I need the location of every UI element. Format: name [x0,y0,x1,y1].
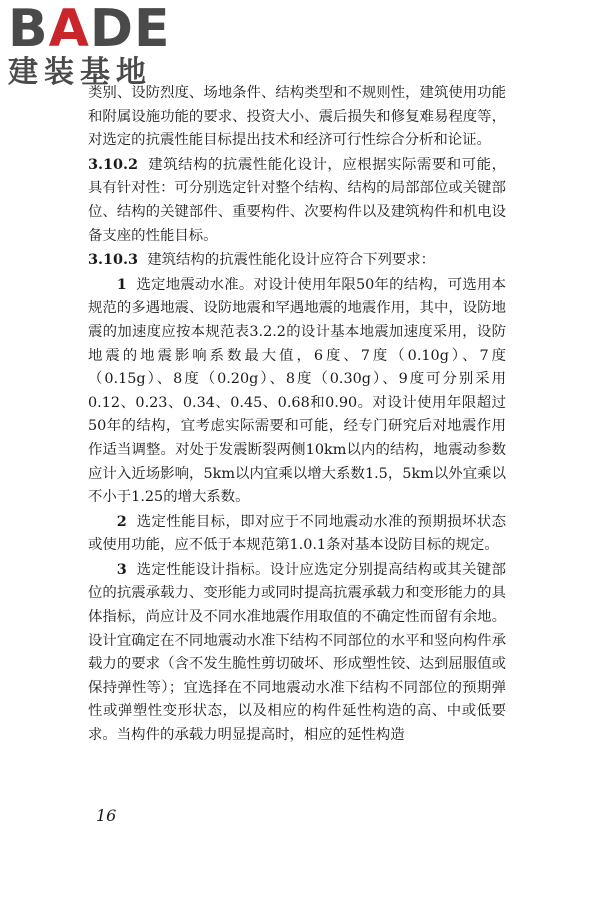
page-number: 16 [96,806,117,825]
logo-chinese-name: 建装基地 [8,55,152,90]
clause-3-10-3 [88,248,506,273]
list-item-3 [88,558,506,748]
clause-text: 建筑结构的抗震性能化设计应符合下列要求： [147,252,436,269]
logo-accent-letter: A [48,0,90,59]
clause-number: 3.10.2 [88,155,139,173]
item-text: 选定性能设计指标。设计应选定分别提高结构或其关键部位的抗震承载力、变形能力或同时提高抗震承载力和变形能力的具体指标，尚应计及不同水准地震作用取值的不确定性而留有余地。设计宜确定在不同地震动水准下结构不同部位的水平和竖向构件承载力的要求（含不发生脆性剪切破坏、形成塑性铰、达到屈服值或保持弹性等）；宜选择在不同地震动水准下结构不同部位的预期弹性或弹塑性变形状态，以及相应的构件延性构造的高、中或低要求。当构件的承载力明显提高时，相应的延性构造 [88,561,506,744]
clause-3-10-2 [88,153,506,248]
bade-logo [8,2,183,90]
clause-number: 3.10.3 [88,251,139,269]
item-number: 1 [116,275,127,293]
item-text: 选定性能目标，即对应于不同地震动水准的预期损坏状态或使用功能，应不低于本规范第1.0.1条对基本设防目标的规定。 [88,513,506,554]
paragraph-continuation: 类别、设防烈度、场地条件、结构类型和不规则性，建筑使用功能和附属设施功能的要求、投资大小、震后损失和修复难易程度等，对选定的抗震性能目标提出技术和经济可行性综合分析和论证。 [88,85,506,149]
item-number: 3 [116,560,127,578]
document-body [88,82,506,748]
logo-wordmark: BADE [8,0,171,59]
list-item-2 [88,510,506,558]
clause-text: 建筑结构的抗震性能化设计，应根据实际需要和可能，具有针对性：可分别选定针对整个结构、结构的局部部位或关键部位、结构的关键部件、重要构件、次要构件以及建筑构件和机电设备支座的性能目标。 [88,156,506,244]
item-text: 选定地震动水准。对设计使用年限50年的结构，可选用本规范的多遇地震、设防地震和罕遇地震的地震作用，其中，设防地震的加速度应按本规范表3.2.2的设计基本地震加速度采用，设防地震的地震影响系数最大值，6度、7度（0.10g）、7度（0.15g）、8度（0.20g）、8度（0.30g）、9度可分别采用0.12、0.23、0.34、0.45、0.68和0.90。对设计使用年限超过50年的结构，宜考虑实际需要和可能，经专门研究后对地震作用作适当调整。对处于发震断裂两侧10km以内的结构，地震动参数应计入近场影响，5km以内宜乘以增大系数1.5，5km以外宜乘以不小于1.25的增大系数。 [88,276,506,506]
list-item-1 [88,273,506,510]
item-number: 2 [116,512,127,530]
